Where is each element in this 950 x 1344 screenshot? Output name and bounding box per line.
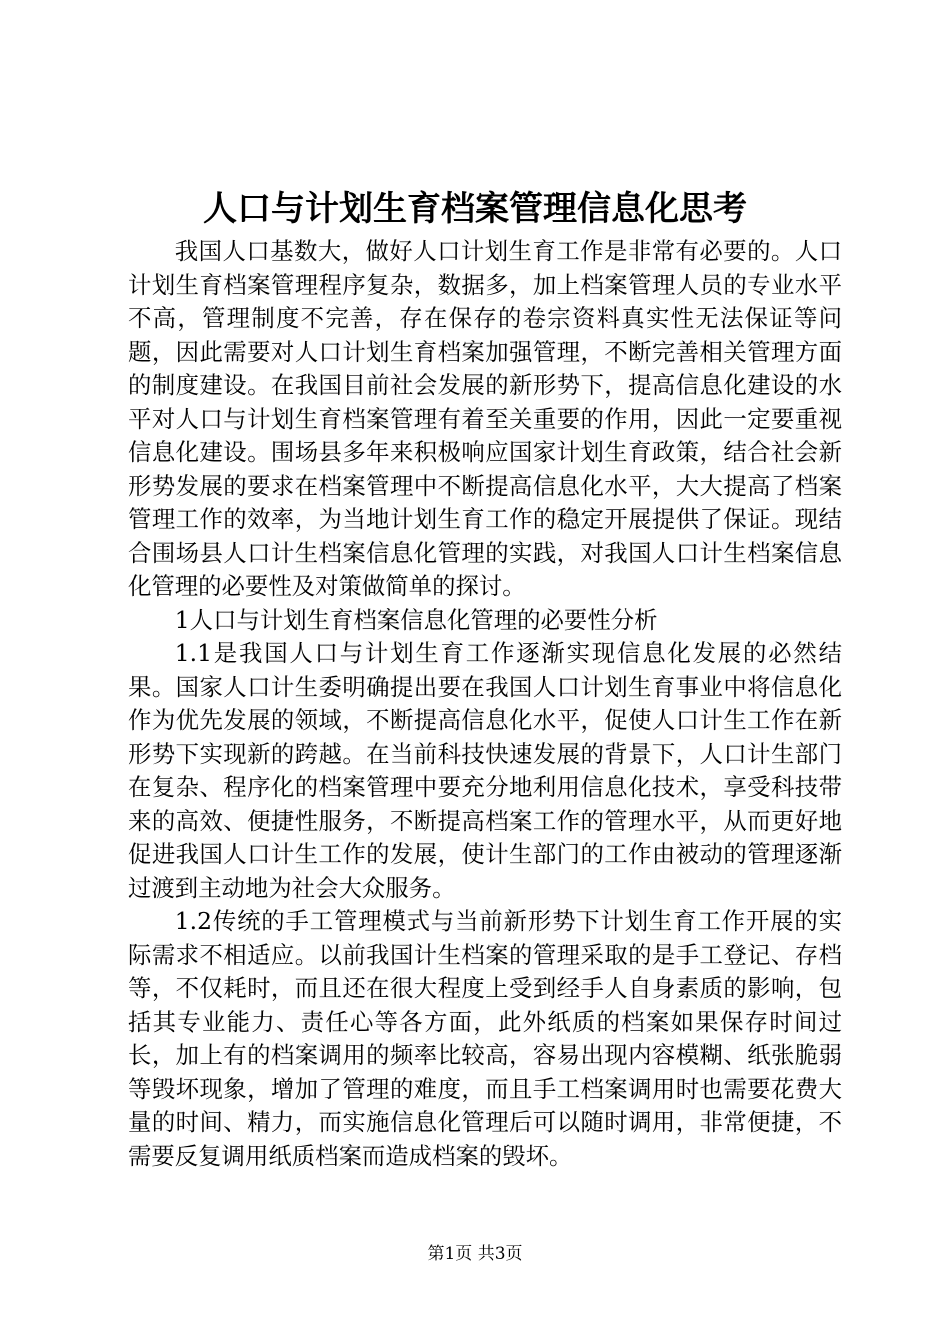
section-1-2-paragraph: 1.2传统的手工管理模式与当前新形势下计划生育工作开展的实际需求不相适应。以前我国计生档案的管理采取的是手工登记、存档等，不仅耗时，而且还在很大程度上受到经手人自身素质的影响，包括其专业能力、责任心等各方面，此外纸质的档案如果保存时间过长，加上有的档案调用的频率比较高，容易出现内容模糊、纸张脆弱等毁坏现象，增加了管理的难度，而且手工档案调用时也需要花费大量的时间、精力，而实施信息化管理后可以随时调用，非常便捷，不需要反复调用纸质档案而造成档案的毁坏。 — [128, 907, 842, 1170]
page-number: 第1页 共3页 — [427, 1244, 523, 1264]
document-title: 人口与计划生育档案管理信息化思考 — [203, 189, 747, 229]
section-1-1-paragraph: 1.1是我国人口与计划生育工作逐渐实现信息化发展的必然结果。国家人口计生委明确提出要在我国人口计划生育事业中将信息化作为优先发展的领域，不断提高信息化水平，促使人口计生工作在新形势下实现新的跨越。在当前科技快速发展的背景下，人口计生部门在复杂、程序化的档案管理中要充分地利用信息化技术，享受科技带来的高效、便捷性服务，不断提高档案工作的管理水平，从而更好地促进我国人口计生工作的发展，使计生部门的工作由被动的管理逐渐过渡到主动地为社会大众服务。 — [128, 639, 842, 902]
document-body — [128, 235, 842, 1173]
section-heading: 1人口与计划生育档案信息化管理的必要性分析 — [174, 605, 658, 634]
intro-paragraph: 我国人口基数大，做好人口计划生育工作是非常有必要的。人口计划生育档案管理程序复杂，数据多，加上档案管理人员的专业水平不高，管理制度不完善，存在保存的卷宗资料真实性无法保证等问题，因此需要对人口计划生育档案加强管理，不断完善相关管理方面的制度建设。在我国目前社会发展的新形势下，提高信息化建设的水平对人口与计划生育档案管理有着至关重要的作用，因此一定要重视信息化建设。围场县多年来积极响应国家计划生育政策，结合社会新形势发展的要求在档案管理中不断提高信息化水平，大大提高了档案管理工作的效率，为当地计划生育工作的稳定开展提供了保证。现结合围场县人口计生档案信息化管理的实践，对我国人口计生档案信息化管理的必要性及对策做简单的探讨。 — [128, 237, 842, 600]
